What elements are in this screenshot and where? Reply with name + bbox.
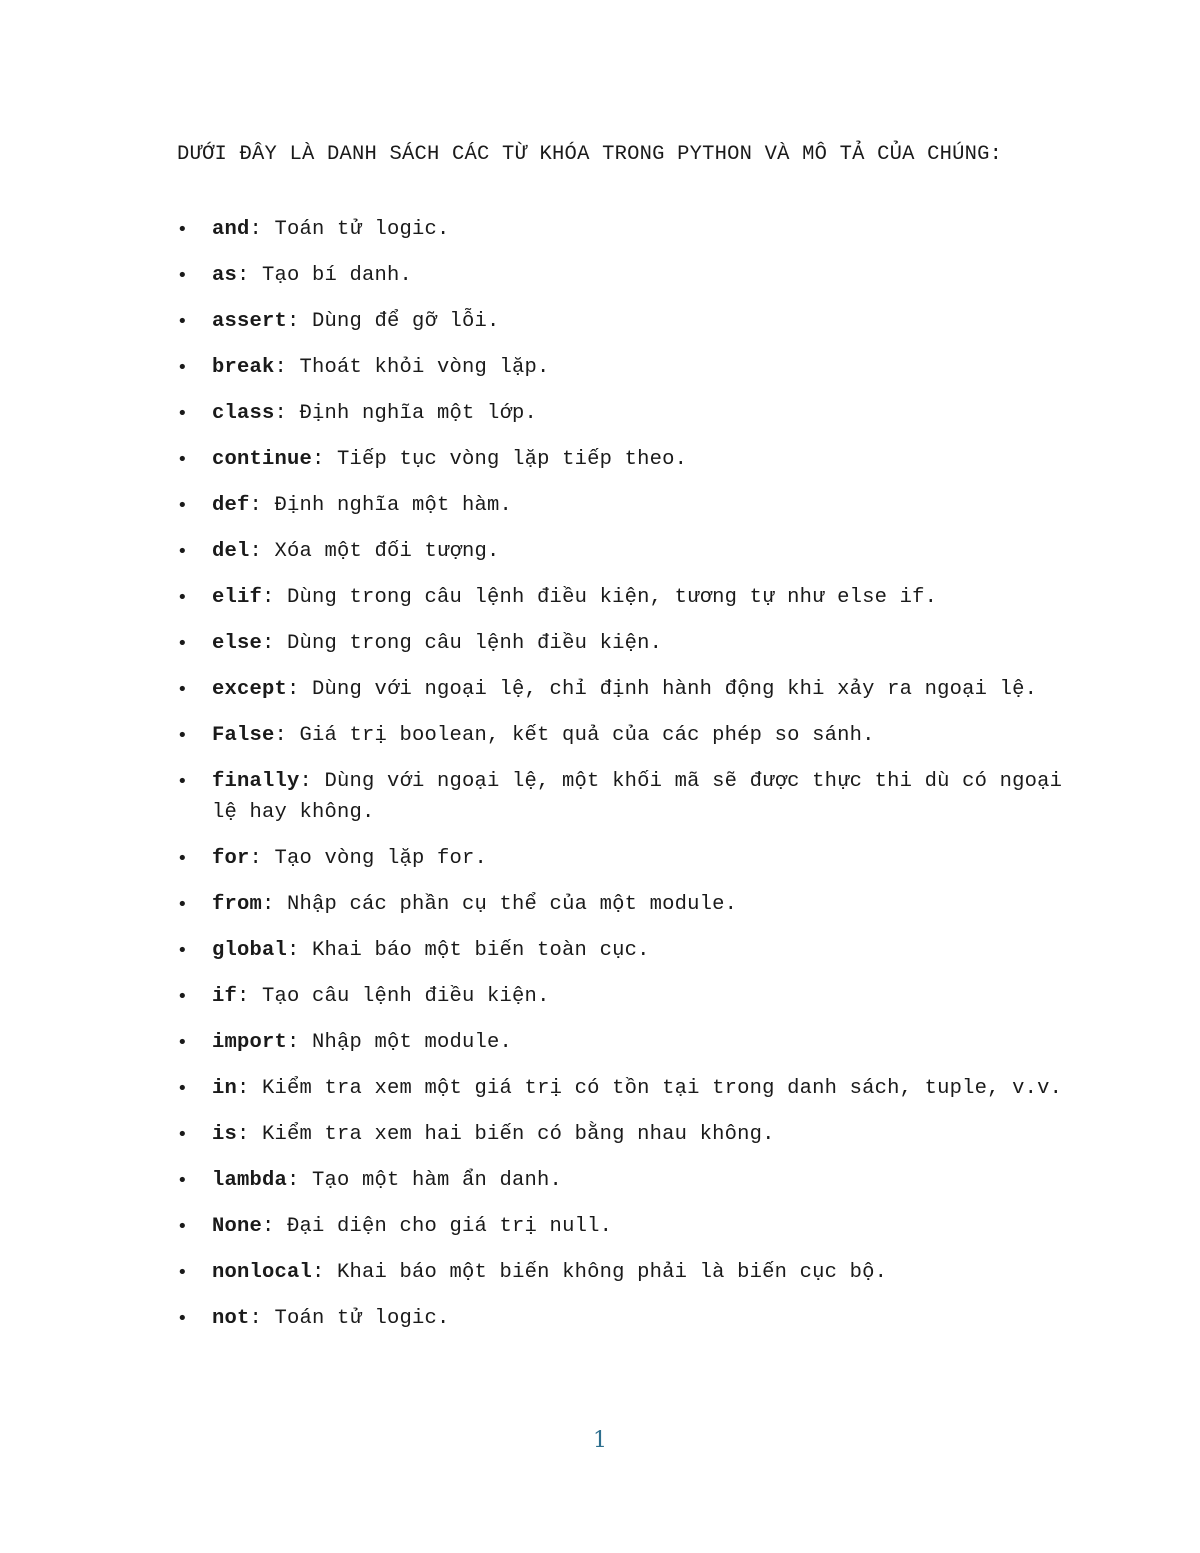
keyword-description: : Dùng với ngoại lệ, một khối mã sẽ được thực thi dù có ngoại lệ hay không. — [212, 770, 1063, 824]
keyword-description: : Nhập các phần cụ thể của một module. — [262, 893, 738, 916]
page-number: 1 — [593, 1428, 607, 1453]
bullet-icon: • — [177, 265, 188, 286]
list-item — [177, 889, 1067, 920]
bullet-icon: • — [177, 587, 188, 608]
keyword: as — [212, 264, 238, 287]
keyword-list — [177, 214, 1067, 1349]
keyword-description: : Tiếp tục vòng lặp tiếp theo. — [312, 448, 688, 471]
bullet-icon: • — [177, 541, 188, 562]
list-item — [177, 1073, 1067, 1104]
bullet-icon: • — [177, 1124, 188, 1145]
keyword-description: : Tạo vòng lặp for. — [249, 847, 488, 870]
keyword: def — [212, 494, 250, 517]
keyword-description: : Xóa một đối tượng. — [249, 540, 500, 563]
keyword-description: : Toán tử logic. — [249, 1307, 450, 1330]
keyword-description: : Kiểm tra xem một giá trị có tồn tại trong danh sách, tuple, v.v. — [237, 1077, 1063, 1100]
bullet-icon: • — [177, 1216, 188, 1237]
keyword-description: : Định nghĩa một lớp. — [274, 402, 538, 425]
list-item — [177, 1211, 1067, 1242]
keyword-description: : Khai báo một biến toàn cục. — [287, 939, 650, 962]
keyword: assert — [212, 310, 288, 333]
keyword: nonlocal — [212, 1261, 313, 1284]
keyword-description: : Dùng với ngoại lệ, chỉ định hành động khi xảy ra ngoại lệ. — [287, 678, 1038, 701]
list-item — [177, 1027, 1067, 1058]
bullet-icon: • — [177, 633, 188, 654]
bullet-icon: • — [177, 1170, 188, 1191]
bullet-icon: • — [177, 449, 188, 470]
bullet-icon: • — [177, 986, 188, 1007]
keyword: None — [212, 1215, 263, 1238]
list-item — [177, 398, 1067, 429]
keyword: from — [212, 893, 263, 916]
list-item — [177, 306, 1067, 337]
keyword: in — [212, 1077, 238, 1100]
list-item — [177, 1165, 1067, 1196]
keyword-description: : Tạo bí danh. — [237, 264, 413, 287]
keyword-description: : Khai báo một biến không phải là biến cục bộ. — [312, 1261, 888, 1284]
keyword-description: : Định nghĩa một hàm. — [249, 494, 513, 517]
list-item — [177, 490, 1067, 521]
bullet-icon: • — [177, 725, 188, 746]
keyword-description: : Dùng trong câu lệnh điều kiện, tương tự như else if. — [262, 586, 938, 609]
list-item — [177, 843, 1067, 874]
keyword-description: : Đại diện cho giá trị null. — [262, 1215, 613, 1238]
bullet-icon: • — [177, 894, 188, 915]
bullet-icon: • — [177, 357, 188, 378]
keyword: elif — [212, 586, 263, 609]
list-item — [177, 352, 1067, 383]
bullet-icon: • — [177, 1078, 188, 1099]
keyword-description: : Dùng trong câu lệnh điều kiện. — [262, 632, 663, 655]
list-item — [177, 536, 1067, 567]
list-item — [177, 720, 1067, 751]
keyword-description: : Giá trị boolean, kết quả của các phép so sánh. — [274, 724, 875, 747]
keyword: if — [212, 985, 238, 1008]
keyword: lambda — [212, 1169, 288, 1192]
list-item — [177, 1257, 1067, 1288]
list-item — [177, 1119, 1067, 1150]
list-item — [177, 1303, 1067, 1334]
bullet-icon: • — [177, 403, 188, 424]
keyword: for — [212, 847, 250, 870]
list-item — [177, 628, 1067, 659]
keyword-description: : Dùng để gỡ lỗi. — [287, 310, 500, 333]
keyword-description: : Nhập một module. — [287, 1031, 513, 1054]
bullet-icon: • — [177, 848, 188, 869]
keyword: continue — [212, 448, 313, 471]
keyword: not — [212, 1307, 250, 1330]
list-item — [177, 582, 1067, 613]
keyword-description: : Tạo một hàm ẩn danh. — [287, 1169, 563, 1192]
keyword: is — [212, 1123, 238, 1146]
bullet-icon: • — [177, 940, 188, 961]
keyword: global — [212, 939, 288, 962]
bullet-icon: • — [177, 1308, 188, 1329]
list-item — [177, 766, 1067, 828]
bullet-icon: • — [177, 1262, 188, 1283]
page-heading: DƯỚI ĐÂY LÀ DANH SÁCH CÁC TỪ KHÓA TRONG PYTHON VÀ MÔ TẢ CỦA CHÚNG: — [177, 143, 1003, 166]
keyword-description: : Kiểm tra xem hai biến có bằng nhau không. — [237, 1123, 775, 1146]
list-item — [177, 981, 1067, 1012]
keyword: False — [212, 724, 275, 747]
list-item — [177, 935, 1067, 966]
keyword: finally — [212, 770, 300, 793]
list-item — [177, 444, 1067, 475]
list-item — [177, 674, 1067, 705]
keyword-description: : Toán tử logic. — [249, 218, 450, 241]
keyword: break — [212, 356, 275, 379]
bullet-icon: • — [177, 219, 188, 240]
keyword: and — [212, 218, 250, 241]
keyword: class — [212, 402, 275, 425]
bullet-icon: • — [177, 495, 188, 516]
bullet-icon: • — [177, 1032, 188, 1053]
bullet-icon: • — [177, 679, 188, 700]
keyword: else — [212, 632, 263, 655]
list-item — [177, 214, 1067, 245]
bullet-icon: • — [177, 311, 188, 332]
keyword: except — [212, 678, 288, 701]
keyword-description: : Tạo câu lệnh điều kiện. — [237, 985, 550, 1008]
keyword-description: : Thoát khỏi vòng lặp. — [274, 356, 550, 379]
keyword: import — [212, 1031, 288, 1054]
bullet-icon: • — [177, 771, 188, 792]
list-item — [177, 260, 1067, 291]
keyword: del — [212, 540, 250, 563]
